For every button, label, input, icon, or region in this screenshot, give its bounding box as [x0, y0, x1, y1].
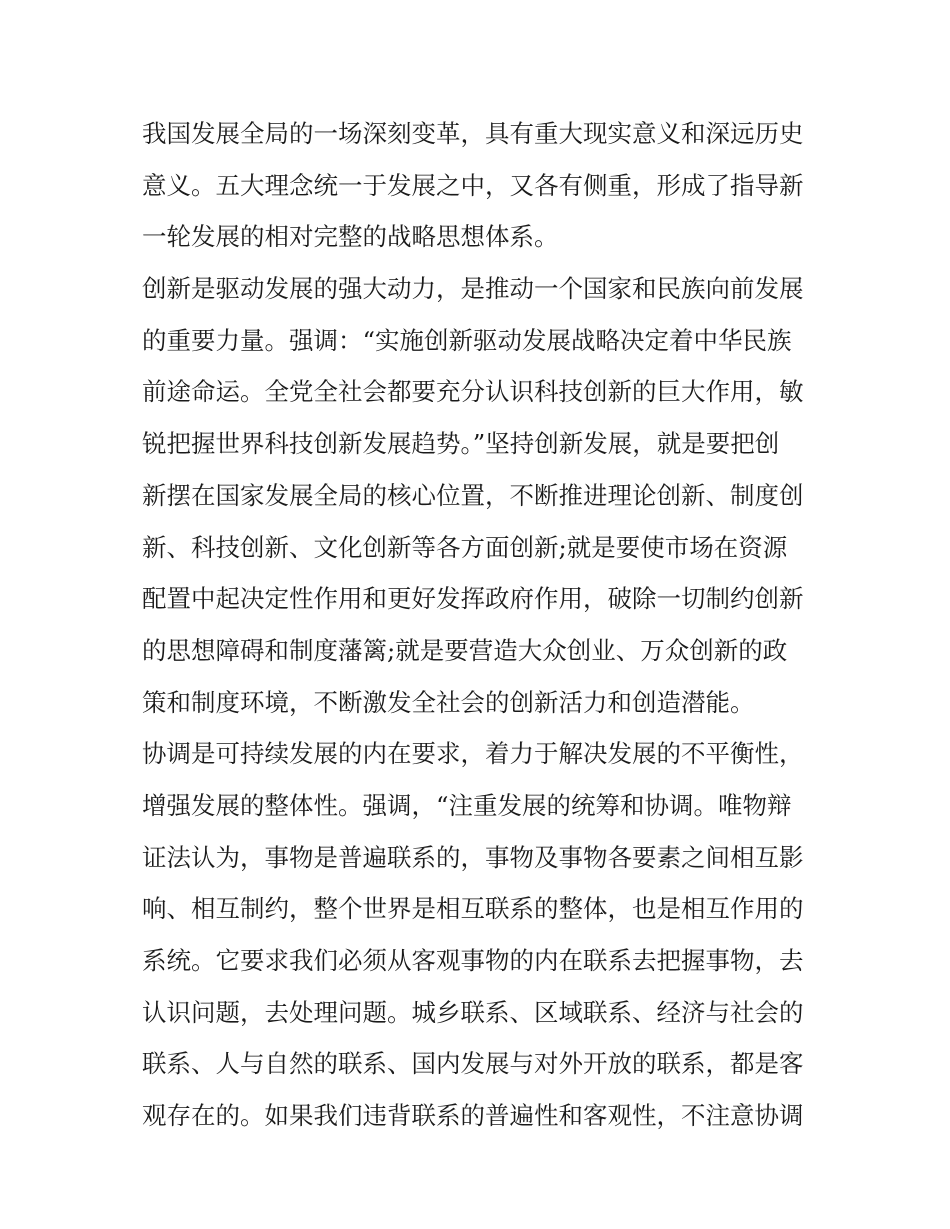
- text-line: 我国发展全局的一场深刻变革，具有重大现实意义和深远历史: [142, 119, 804, 148]
- text-line: 证法认为，事物是普遍联系的，事物及事物各要素之间相互影: [142, 842, 804, 872]
- text-line: 一轮发展的相对完整的战略思想体系。: [142, 222, 559, 252]
- text-line: 认识问题，去处理问题。城乡联系、区域联系、经济与社会的: [142, 997, 804, 1027]
- text-line: 的重要力量。强调：“实施创新驱动发展战略决定着中华民族: [142, 325, 792, 355]
- text-line: 协调是可持续发展的内在要求，着力于解决发展的不平衡性，: [142, 739, 804, 769]
- text-line: 策和制度环境，不断激发全社会的创新活力和创造潜能。: [142, 687, 755, 717]
- text-line: 观存在的。如果我们违背联系的普遍性和客观性，不注意协调: [142, 1101, 804, 1131]
- body-text: [142, 108, 822, 1142]
- text-line: 系统。它要求我们必须从客观事物的内在联系去把握事物，去: [142, 946, 804, 975]
- text-line: 增强发展的整体性。强调，“注重发展的统筹和协调。唯物辩: [142, 790, 792, 820]
- text-line: 锐把握世界科技创新发展趋势。”坚持创新发展，就是要把创: [142, 429, 780, 459]
- text-line: 响、相互制约，整个世界是相互联系的整体，也是相互作用的: [142, 894, 804, 924]
- text-line: 新、科技创新、文化创新等各方面创新;就是要使市场在资源: [142, 532, 788, 562]
- text-line: 联系、人与自然的联系、国内发展与对外开放的联系，都是客: [142, 1049, 804, 1079]
- text-line: 新摆在国家发展全局的核心位置，不断推进理论创新、制度创: [142, 480, 804, 510]
- text-line: 创新是驱动发展的强大动力，是推动一个国家和民族向前发展: [142, 274, 804, 304]
- text-line: 配置中起决定性作用和更好发挥政府作用，破除一切制约创新: [142, 584, 804, 614]
- text-line: 意义。五大理念统一于发展之中，又各有侧重，形成了指导新: [142, 170, 804, 200]
- text-line: 前途命运。全党全社会都要充分认识科技创新的巨大作用，敏: [142, 377, 804, 407]
- text-line: 的思想障碍和制度藩篱;就是要营造大众创业、万众创新的政: [142, 635, 788, 665]
